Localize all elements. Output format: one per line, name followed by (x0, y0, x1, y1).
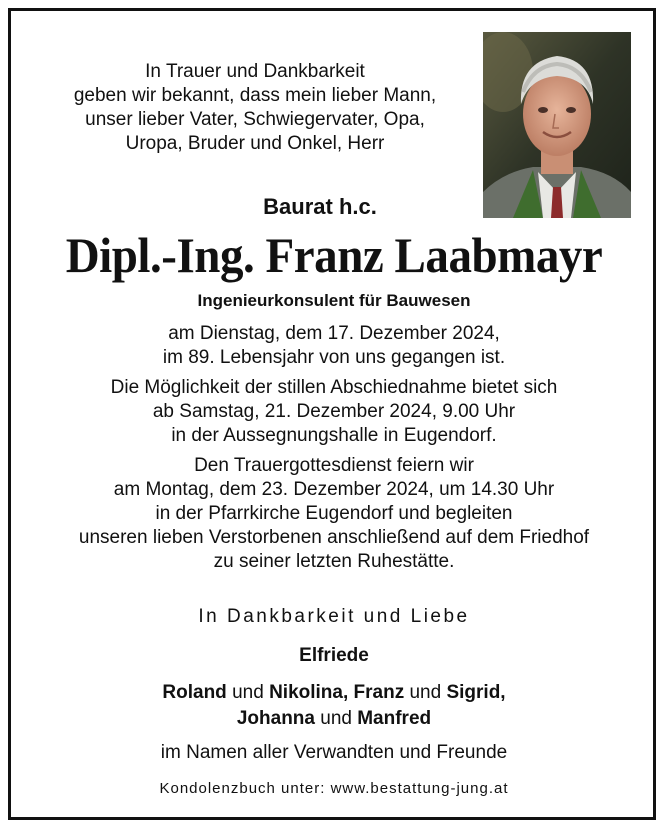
wife-name: Elfriede (299, 645, 369, 666)
intro-line: Uropa, Bruder und Onkel, Herr (125, 133, 385, 154)
relatives-line: im Namen aller Verwandten und Freunde (160, 742, 508, 763)
farewell-info (0, 376, 668, 448)
body-line: am Dienstag, dem 17. Dezember 2024, (168, 323, 500, 344)
children-line-2 (0, 706, 668, 732)
intro-line: In Trauer und Dankbarkeit (145, 61, 365, 82)
body-line: am Montag, dem 23. Dezember 2024, um 14.30 Uhr (113, 479, 555, 500)
body-line: in der Aussegnungshalle in Eugendorf. (171, 425, 497, 446)
deceased-name: Dipl.-Ing. Franz Laabmayr (65, 227, 603, 283)
children-names (0, 680, 668, 732)
body-line: zu seiner letzten Ruhestätte. (213, 551, 455, 572)
portrait-illustration (483, 32, 631, 218)
body-line: Die Möglichkeit der stillen Abschiednahme bietet sich (110, 377, 558, 398)
children-line-1 (0, 680, 668, 706)
intro-line: geben wir bekannt, dass mein lieber Mann, (73, 85, 437, 106)
body-line: ab Samstag, 21. Dezember 2024, 9.00 Uhr (152, 401, 516, 422)
notice-body (0, 322, 668, 580)
child-name: Sigrid, (446, 682, 506, 703)
portrait-photo (483, 32, 631, 218)
profession: Ingenieurkonsulent für Bauwesen (197, 291, 471, 310)
condolence-book-link: Kondolenzbuch unter: www.bestattung-jung.at (159, 780, 509, 797)
body-line: Den Trauergottesdienst feiern wir (194, 455, 474, 476)
intro-line: unser lieber Vater, Schwiegervater, Opa, (85, 109, 425, 130)
body-line: in der Pfarrkirche Eugendorf und begleiten (155, 503, 513, 524)
child-name: Roland (162, 682, 227, 703)
conjunction: und (232, 682, 264, 703)
death-announcement (0, 322, 668, 370)
intro-text (30, 60, 480, 156)
body-line: im 89. Lebensjahr von uns gegangen ist. (162, 347, 506, 368)
conjunction: und (320, 708, 352, 729)
closing-phrase: In Dankbarkeit und Liebe (198, 606, 470, 627)
child-name: Johanna (236, 708, 315, 729)
service-info (0, 454, 668, 574)
body-line: unseren lieben Verstorbenen anschließend auf dem Friedhof (78, 527, 590, 548)
child-name: Manfred (357, 708, 432, 729)
child-name: Nikolina, Franz (269, 682, 405, 703)
conjunction: und (409, 682, 442, 703)
honorary-title: Baurat h.c. (263, 194, 377, 219)
